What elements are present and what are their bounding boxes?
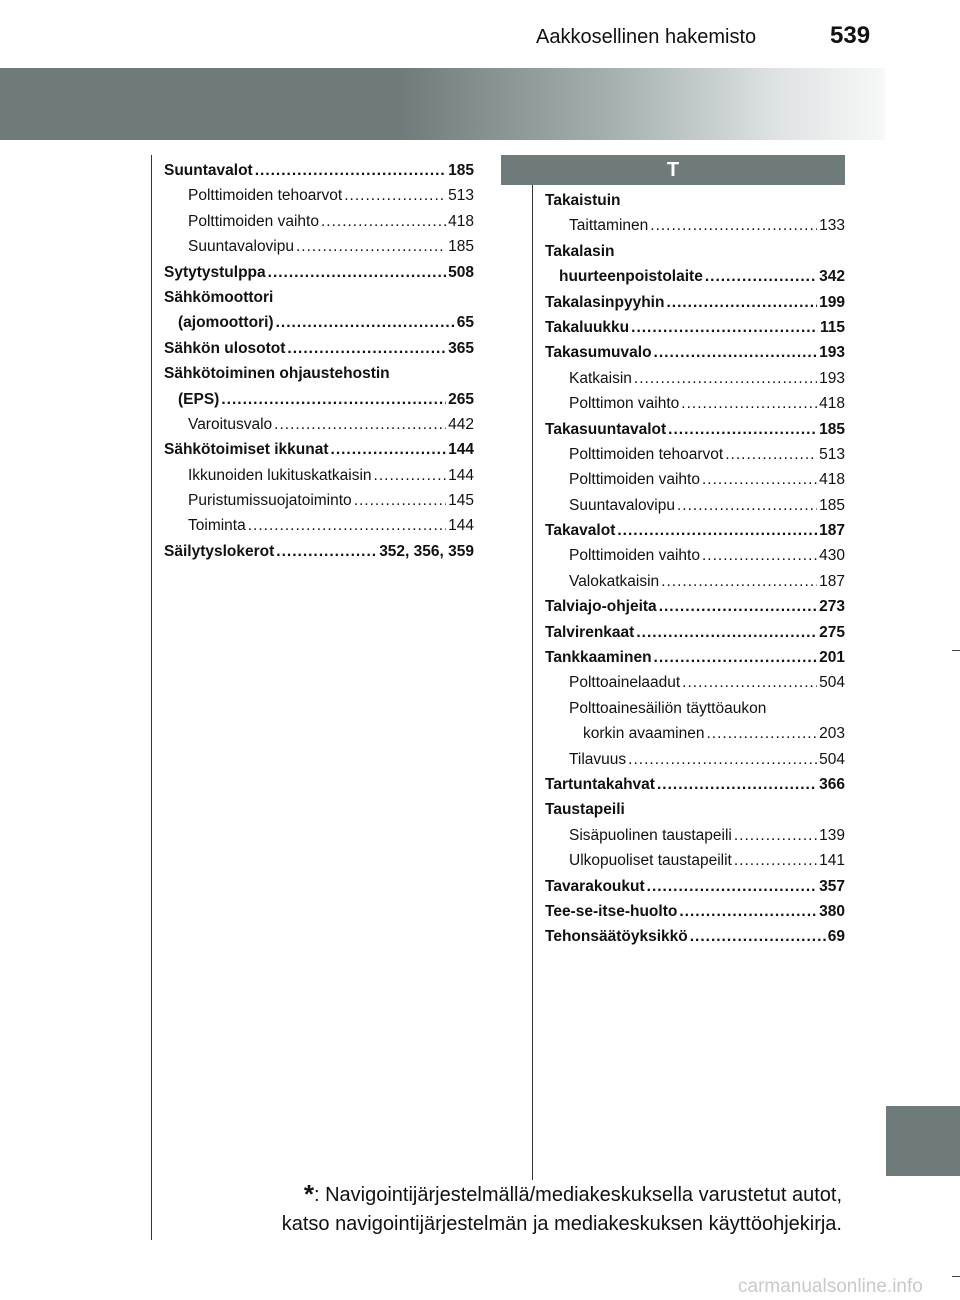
watermark: carmanualsonline.info (738, 1276, 923, 1297)
index-entry-page: 65 (456, 314, 474, 332)
index-entry-label: Ikkunoiden lukituskatkaisin (188, 466, 372, 484)
index-entry-label: huurteenpoistolaite (559, 268, 703, 286)
leader-dots (657, 772, 817, 797)
index-entry-page: 366 (819, 775, 845, 793)
index-entry-page: 201 (819, 649, 845, 667)
leader-dots (702, 543, 817, 568)
index-entry-page: 133 (819, 217, 845, 235)
footnote-line-1 (282, 1180, 842, 1210)
index-entry (545, 924, 845, 949)
leader-dots (221, 387, 446, 412)
footnote-marker: * (303, 1179, 314, 1209)
index-entry-page: 418 (448, 212, 474, 230)
leader-dots (690, 924, 826, 949)
index-entry-label: Tilavuus (569, 750, 627, 768)
leader-dots (331, 437, 447, 462)
index-entry (545, 493, 845, 518)
index-entry (164, 183, 474, 208)
index-entry-label: Takalasin (545, 242, 615, 260)
index-entry (164, 234, 474, 259)
footnote-line-2: katso navigointijärjestelmän ja mediakeskuksen käyttöohjekirja. (281, 1213, 842, 1235)
index-entry-label: Polttimoiden vaihto (569, 471, 700, 489)
index-entry-label: Suuntavalovipu (569, 496, 675, 514)
leader-dots (679, 899, 817, 924)
leader-dots (274, 412, 446, 437)
index-entry-label: Polttimoiden tehoarvot (188, 187, 343, 205)
index-entry-page: 365 (448, 339, 474, 357)
leader-dots (666, 290, 817, 315)
index-entry-label: Polttimoiden vaihto (569, 547, 700, 565)
index-entry (545, 670, 845, 695)
index-entry (545, 569, 845, 594)
index-entry (164, 209, 474, 234)
index-entry (545, 848, 845, 873)
middle-column-rule (532, 155, 533, 1180)
leader-dots (677, 493, 817, 518)
leader-dots (654, 645, 818, 670)
leader-dots (682, 670, 817, 695)
index-entry-page: 418 (819, 471, 845, 489)
index-entry (545, 518, 845, 543)
leader-dots (276, 539, 377, 564)
index-entry (545, 747, 845, 772)
leader-dots (659, 594, 817, 619)
index-entry-page: 187 (819, 572, 845, 590)
footnote-text-1: : Navigointijärjestelmällä/mediakeskuksella varustetut autot, (313, 1184, 842, 1206)
index-entry-label: Taustapeili (545, 801, 625, 819)
index-entry-page: 187 (819, 522, 845, 540)
leader-dots (654, 340, 818, 365)
index-entry (164, 310, 474, 335)
index-entry-page: 185 (448, 238, 474, 256)
index-entry-page: 357 (819, 877, 845, 895)
index-entry-page: 504 (819, 674, 845, 692)
index-entry (545, 874, 845, 899)
index-entry (164, 539, 474, 564)
index-column-right (545, 188, 845, 950)
index-entry-label: Säilytyslokerot (164, 542, 275, 560)
index-entry (545, 797, 845, 822)
index-entry-page: 144 (448, 441, 474, 459)
index-entry (164, 336, 474, 361)
index-column-left (164, 158, 474, 564)
index-entry-page: 144 (448, 466, 474, 484)
index-entry-page: 342 (819, 268, 845, 286)
index-entry (545, 366, 845, 391)
index-entry-page: 144 (448, 517, 474, 535)
leader-dots (650, 213, 817, 238)
index-entry-page: 430 (819, 547, 845, 565)
left-column-rule (151, 155, 152, 1240)
index-entry-label: Sähkömoottori (164, 288, 274, 306)
index-entry-label: Ulkopuoliset taustapeilit (569, 852, 732, 870)
index-entry-label: (ajomoottori) (178, 314, 274, 332)
index-entry (545, 721, 845, 746)
index-entry (164, 361, 474, 386)
index-entry (545, 620, 845, 645)
header-band (0, 68, 885, 140)
crop-mark (952, 1276, 960, 1277)
index-entry (545, 213, 845, 238)
index-entry (164, 488, 474, 513)
index-entry-label: Takasuuntavalot (545, 420, 667, 438)
index-entry-label: Suuntavalovipu (188, 238, 294, 256)
index-entry (164, 158, 474, 183)
leader-dots (255, 158, 446, 183)
index-entry (545, 899, 845, 924)
index-entry-page: 508 (448, 263, 474, 281)
index-entry-label: Takavalot (545, 522, 616, 540)
index-entry (545, 340, 845, 365)
index-entry-label: korkin avaaminen (583, 725, 705, 743)
leader-dots (374, 463, 447, 488)
index-entry-page: 418 (819, 395, 845, 413)
index-entry-label: Tee-se-itse-huolto (545, 902, 678, 920)
index-entry-label: Takalasinpyyhin (545, 293, 665, 311)
index-entry (545, 442, 845, 467)
index-entry-label: Tavarakoukut (545, 877, 645, 895)
index-entry (545, 239, 845, 264)
index-entry-page: 193 (819, 344, 845, 362)
index-entry-page: 275 (819, 623, 845, 641)
index-entry-page: 504 (819, 750, 845, 768)
index-entry (164, 463, 474, 488)
index-entry-page: 203 (819, 725, 845, 743)
index-entry (164, 260, 474, 285)
index-entry (545, 696, 845, 721)
page-number: 539 (830, 22, 871, 49)
leader-dots (636, 620, 817, 645)
index-entry-page: 185 (819, 496, 845, 514)
leader-dots (287, 336, 446, 361)
leader-dots (706, 721, 817, 746)
index-entry (545, 264, 845, 289)
index-entry-label: Takaluukku (545, 318, 630, 336)
leader-dots (661, 569, 817, 594)
chapter-side-tab (886, 1106, 960, 1176)
leader-dots (725, 442, 817, 467)
index-entry (545, 645, 845, 670)
index-entry (545, 417, 845, 442)
leader-dots (647, 874, 817, 899)
index-entry-page: 273 (819, 598, 845, 616)
index-entry-label: Toiminta (188, 517, 246, 535)
index-entry (545, 290, 845, 315)
index-entry-page: 145 (448, 492, 474, 510)
index-entry-label: Polttoainelaadut (569, 674, 681, 692)
index-entry-label: Sisäpuolinen taustapeili (569, 826, 732, 844)
index-entry-label: Polttimoiden tehoarvot (569, 445, 724, 463)
index-entry-label: Sähkön ulosotot (164, 339, 286, 357)
running-header-title: Aakkosellinen hakemisto (536, 26, 757, 48)
index-entry-page: 352, 356, 359 (379, 542, 474, 560)
leader-dots (321, 209, 446, 234)
leader-dots (702, 467, 817, 492)
index-entry-label: Tartuntakahvat (545, 775, 655, 793)
index-entry (164, 412, 474, 437)
index-entry-label: Takaistuin (545, 192, 621, 209)
index-entry (545, 188, 845, 213)
index-entry-page: 69 (827, 928, 845, 946)
index-entry (545, 823, 845, 848)
index-entry-label: Varoitusvalo (188, 415, 273, 433)
index-entry-page: 513 (819, 445, 845, 463)
index-entry (545, 467, 845, 492)
index-entry-label: Polttimon vaihto (569, 395, 680, 413)
index-entry-page: 139 (819, 826, 845, 844)
leader-dots (681, 391, 817, 416)
leader-dots (248, 513, 446, 538)
page-top (0, 0, 960, 60)
index-entry-label: Takasumuvalo (545, 344, 652, 362)
leader-dots (628, 747, 817, 772)
index-entry (545, 772, 845, 797)
index-entry-label: Tankkaaminen (545, 649, 652, 667)
index-entry-page: 185 (819, 420, 845, 438)
index-entry-page: 193 (819, 369, 845, 387)
index-entry-label: Talviajo-ohjeita (545, 598, 657, 616)
index-entry-label: (EPS) (178, 390, 220, 408)
index-entry-page: 380 (819, 902, 845, 920)
leader-dots (344, 183, 446, 208)
index-entry-label: Valokatkaisin (569, 572, 660, 590)
crop-mark (952, 650, 960, 651)
leader-dots (276, 310, 455, 335)
index-entry-label: Sähkötoimiset ikkunat (164, 441, 329, 459)
index-entry-label: Polttimoiden vaihto (188, 212, 319, 230)
index-entry-label: Puristumissuojatoiminto (188, 492, 352, 510)
index-entry-page: 185 (448, 162, 474, 179)
index-entry-label: Polttoainesäiliön täyttöaukon (569, 699, 767, 717)
index-entry-label: Taittaminen (569, 217, 649, 235)
leader-dots (354, 488, 446, 513)
leader-dots (734, 848, 817, 873)
leader-dots (617, 518, 817, 543)
leader-dots (296, 234, 446, 259)
index-entry (164, 285, 474, 310)
index-entry-label: Sytytystulppa (164, 263, 266, 281)
index-entry-page: 115 (819, 318, 845, 336)
index-entry-page: 199 (819, 293, 845, 311)
index-entry (545, 594, 845, 619)
index-entry (545, 391, 845, 416)
index-entry-label: Sähkötoiminen ohjaustehostin (164, 365, 390, 383)
index-entry-label: Suuntavalot (164, 162, 253, 179)
index-entry-page: 265 (448, 390, 474, 408)
section-letter: T (666, 159, 680, 181)
index-entry-label: Talvirenkaat (545, 623, 635, 641)
leader-dots (705, 264, 817, 289)
index-entry-label: Katkaisin (569, 369, 632, 387)
index-entry (164, 513, 474, 538)
index-entry-label: Tehonsäätöyksikkö (545, 928, 688, 946)
footnote (282, 1180, 842, 1239)
leader-dots (668, 417, 817, 442)
index-entry-page: 513 (448, 187, 474, 205)
leader-dots (734, 823, 817, 848)
index-entry (545, 315, 845, 340)
index-entry (545, 543, 845, 568)
index-entry (164, 437, 474, 462)
index-entry-page: 141 (819, 852, 845, 870)
leader-dots (631, 315, 818, 340)
leader-dots (268, 260, 446, 285)
index-entry-page: 442 (448, 415, 474, 433)
leader-dots (634, 366, 817, 391)
index-entry (164, 387, 474, 412)
section-letter-bar (501, 155, 845, 185)
